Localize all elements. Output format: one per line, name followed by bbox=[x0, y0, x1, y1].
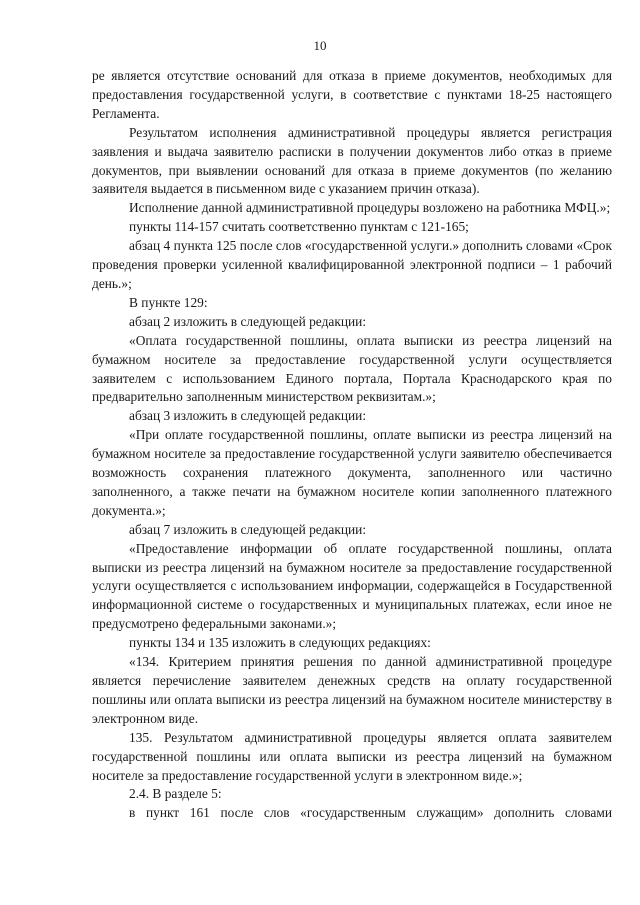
paragraph-11: абзац 7 изложить в следующей редакции: bbox=[129, 521, 367, 537]
paragraph-1: ре является отсутствие оснований для отказа в приеме документов, необходимых для предоставления государственной услуги, в соответствие с пунктами 18-25 настоящего Регламента. bbox=[92, 68, 612, 121]
paragraph-13: пункты 134 и 135 изложить в следующих редакциях: bbox=[129, 635, 431, 651]
paragraph-14: «134. Критерием принятия решения по данной административной процедуре является перечисление заявителем денежных средств на оплату государственной пошлины или оплата выписки из реестра лицензий на бумажном носителе министерству в электронном виде. bbox=[92, 654, 612, 726]
paragraph-6: В пункте 129: bbox=[129, 294, 208, 310]
paragraph-17: в пункт 161 после слов «государственным служащим» дополнить словами bbox=[129, 805, 612, 821]
paragraph-3: Исполнение данной административной процедуры возложено на работника МФЦ.»; bbox=[129, 200, 611, 216]
paragraph-2: Результатом исполнения административной процедуры является регистрация заявления и выдача заявителю расписки в получении документов либо отказ в приеме документов, при выявлении оснований для отказа в приеме документов (по желанию заявителя выдается в письменном виде с указанием причин отказа). bbox=[92, 124, 612, 197]
paragraph-8: «Оплата государственной пошлины, оплата выписки из реестра лицензий на бумажном носителе за предоставление государственной услуги осуществляется заявителем с использованием Единого портала, Портала Краснодарского края по предварительно заполненным министерством реквизитам.»; bbox=[92, 332, 612, 405]
paragraph-9: абзац 3 изложить в следующей редакции: bbox=[129, 408, 367, 424]
paragraph-4: пункты 114-157 считать соответственно пунктам с 121-165; bbox=[129, 219, 469, 235]
paragraph-7: абзац 2 изложить в следующей редакции: bbox=[129, 313, 367, 329]
paragraph-15: 135. Результатом административной процедуры является оплата заявителем государственной пошлины или оплата выписки из реестра лицензий на бумажном носителе за предоставление государственной услуги в электронном виде.»; bbox=[92, 729, 612, 783]
paragraph-16: 2.4. В разделе 5: bbox=[129, 786, 222, 802]
paragraph-5: абзац 4 пункта 125 после слов «государственной услуги.» дополнить словами «Срок проведения проверки усиленной квалифицированной электронной подписи – 1 рабочий день.»; bbox=[92, 238, 612, 291]
page-number: 10 bbox=[313, 38, 327, 53]
document-body bbox=[92, 67, 612, 823]
paragraph-10: «При оплате государственной пошлины, оплате выписки из реестра лицензий на бумажном носителе за предоставление государственной услуги заявителю обеспечивается возможность сохранения платежного документа, заполненного или частично заполненного, а также печати на бумажном носителе копии заполненного платежного документа.»; bbox=[92, 427, 612, 518]
paragraph-12: «Предоставление информации об оплате государственной пошлины, оплата выписки из реестра лицензий на бумажном носителе за предоставление государственной услуги осуществляется с использованием информации, содержащейся в Государственной информационной системе о государственных и муниципальных платежах, если иное не предусмотрено федеральными законами.»; bbox=[92, 540, 612, 632]
